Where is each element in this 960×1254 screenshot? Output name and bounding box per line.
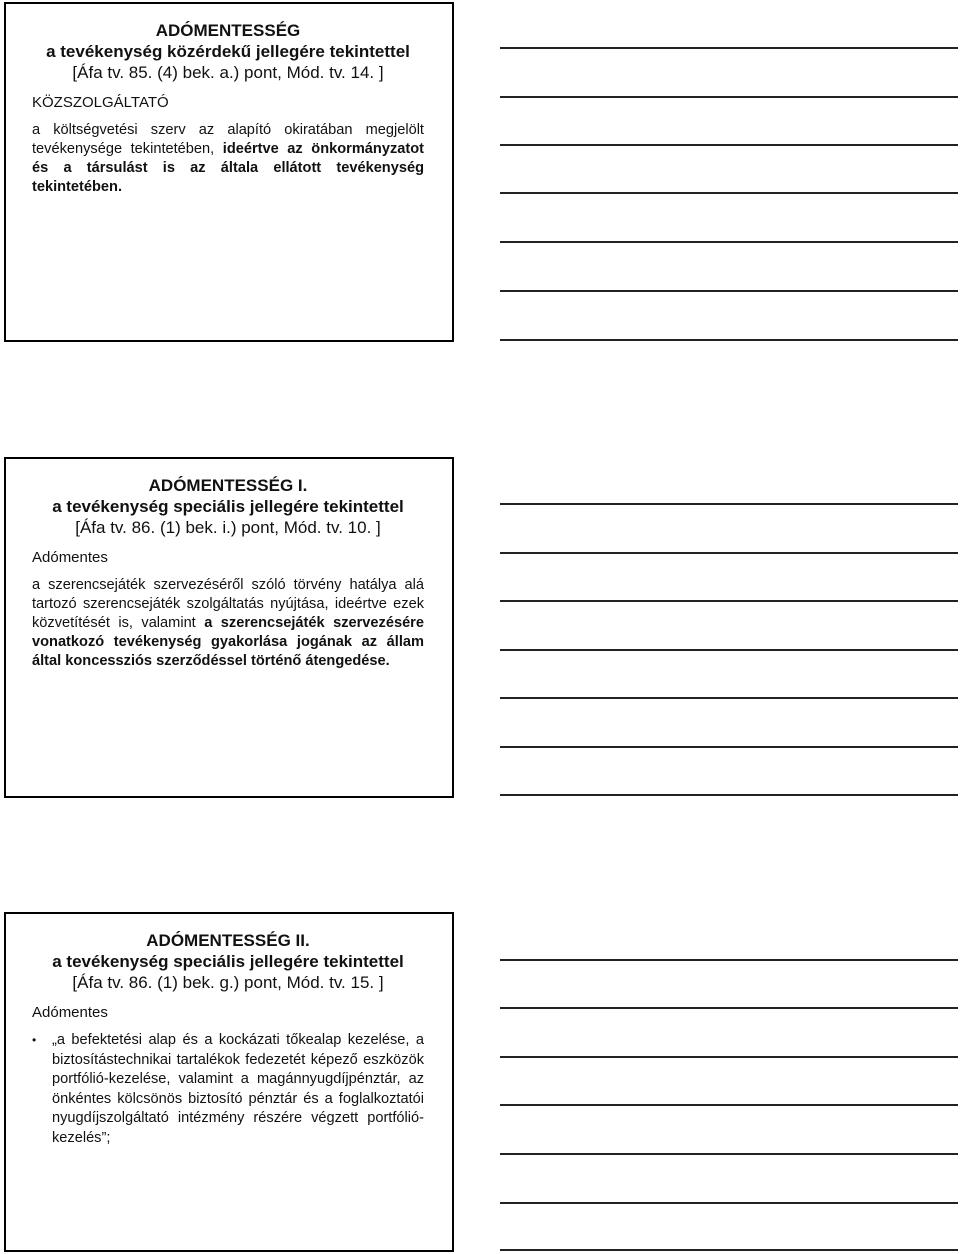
note-line <box>500 503 958 505</box>
slide-title: ADÓMENTESSÉG II. <box>146 931 310 950</box>
slide-caption: KÖZSZOLGÁLTATÓ <box>32 94 169 111</box>
bullet-text: „a befektetési alap és a kockázati tőkealap kezelése, a biztosítástechnikai tartalékok fedezetét képező eszközök portfólió-kezelése, valamint a magánnyugdíjpénztár, az önkéntes kölcsönös biztosító pénztár és a foglalkoztatói nyugdíjszolgáltató intézmény részére végzett portfólió-kezelés”; <box>52 1032 424 1146</box>
note-line <box>500 1056 958 1058</box>
note-line <box>500 96 958 98</box>
slide-subtitle: a tevékenység közérdekű jellegére tekintettel <box>46 42 410 61</box>
note-line <box>500 1007 958 1009</box>
legal-reference: [Áfa tv. 86. (1) bek. g.) pont, Mód. tv. 15. ] <box>72 973 384 992</box>
note-line <box>500 1249 958 1251</box>
slide-heading <box>32 930 424 993</box>
legal-reference: [Áfa tv. 86. (1) bek. i.) pont, Mód. tv. 10. ] <box>75 518 381 537</box>
slide-subtitle: a tevékenység speciális jellegére tekintettel <box>52 497 404 516</box>
slide-1 <box>4 2 454 342</box>
note-line <box>500 600 958 602</box>
slide-heading <box>32 475 424 538</box>
note-line <box>500 192 958 194</box>
body-bold-text: a szerencsejáték szervezésére vonatkozó tevékenység gyakorlása jogának az állam által koncessziós szerződéssel történő átengedése. <box>32 615 424 669</box>
note-line <box>500 339 958 341</box>
note-line <box>500 697 958 699</box>
body-text: a költségvetési szerv az alapító okiratában megjelölt tevékenysége tekintetében, <box>32 122 424 157</box>
body-bold-text: ideértve az önkormányzatot és a társulást is az általa ellátott tevékenység tekintetében. <box>32 141 424 195</box>
bullet-item <box>32 1031 424 1148</box>
slide-title: ADÓMENTESSÉG I. <box>148 476 308 495</box>
slide-heading <box>32 20 424 83</box>
note-line <box>500 47 958 49</box>
slide-body <box>32 121 424 197</box>
body-text: a szerencsejáték szervezéséről szóló törvény hatálya alá tartozó szerencsejáték szolgáltatás nyújtása, ideértve ezek közvetítését is, valamint <box>32 577 424 631</box>
note-line <box>500 241 958 243</box>
slide-caption: Adómentes <box>32 549 108 566</box>
legal-reference: [Áfa tv. 85. (4) bek. a.) pont, Mód. tv. 14. ] <box>72 63 384 82</box>
note-line <box>500 794 958 796</box>
slide-3 <box>4 912 454 1252</box>
note-line <box>500 552 958 554</box>
note-line <box>500 1104 958 1106</box>
note-line <box>500 1153 958 1155</box>
bullet-icon: • <box>32 1033 37 1047</box>
note-line <box>500 1202 958 1204</box>
slide-title: ADÓMENTESSÉG <box>155 21 301 40</box>
note-line <box>500 746 958 748</box>
slide-caption: Adómentes <box>32 1004 108 1021</box>
slide-body <box>32 576 424 671</box>
note-line <box>500 649 958 651</box>
slide-subtitle: a tevékenység speciális jellegére tekintettel <box>52 952 404 971</box>
slide-2 <box>4 457 454 798</box>
note-line <box>500 144 958 146</box>
note-line <box>500 959 958 961</box>
note-line <box>500 290 958 292</box>
